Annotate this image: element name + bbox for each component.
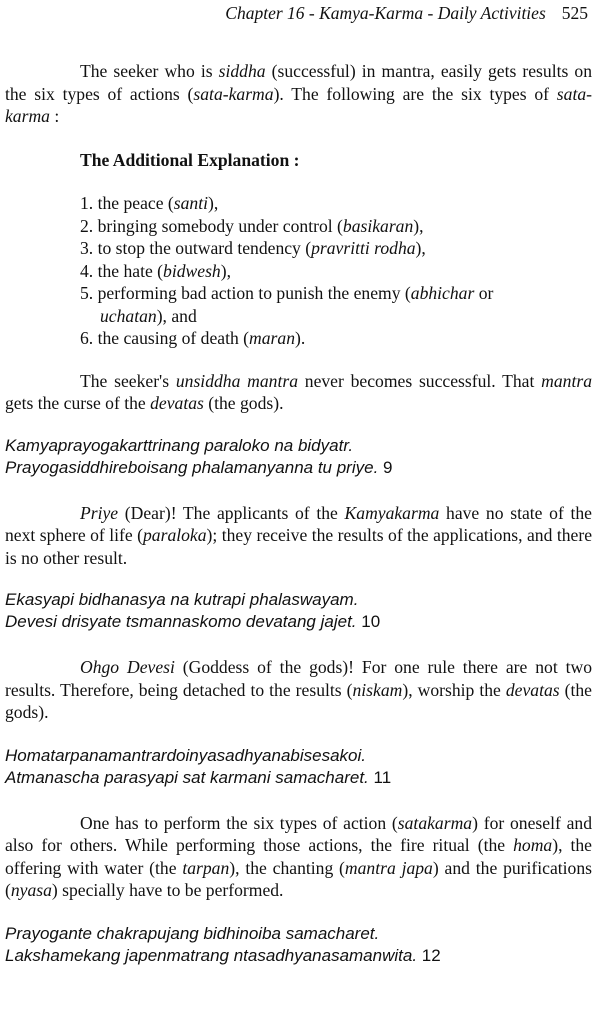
verse-number: 9 xyxy=(378,457,393,477)
six-actions-list xyxy=(5,192,592,350)
paragraph-intro: The seeker who is siddha (successful) in mantra, easily gets results on the six types of actions (sata-karma). The following are the six types of sata-karma : xyxy=(5,61,592,126)
page-body xyxy=(5,60,592,967)
verse-number: 11 xyxy=(368,767,392,787)
verse-11: Homatarpanamantrardoinyasadhyanabisesakoi. Atmanascha parasyapi sat karmani samacharet. 11 xyxy=(5,745,392,787)
paragraph-devesi: Ohgo Devesi (Goddess of the gods)! For one rule there are not two results. Therefore, being detached to the results (niskam), worship the devatas (the gods). xyxy=(5,657,592,722)
verse-number: 12 xyxy=(417,945,441,965)
paragraph-priye: Priye (Dear)! The applicants of the Kamyakarma have no state of the next sphere of life (paraloka); they receive the results of the applications, and there is no other result. xyxy=(5,502,592,568)
verse-10: Ekasyapi bidhanasya na kutrapi phalaswayam. Devesi drisyate tsmannaskomo devatang jajet. 10 xyxy=(5,590,381,631)
running-header xyxy=(225,3,588,24)
list-item: 5. performing bad action to punish the enemy (abhichar or uchatan), and xyxy=(80,283,494,326)
list-item: 3. to stop the outward tendency (pravritti rodha), xyxy=(80,238,426,258)
running-title: Chapter 16 - Kamya-Karma - Daily Activities xyxy=(225,3,546,23)
list-item: 2. bringing somebody under control (basikaran), xyxy=(80,215,424,236)
page-number: 525 xyxy=(561,3,588,23)
paragraph-satakarma: One has to perform the six types of action (satakarma) for oneself and also for others. While performing those actions, the fire ritual (the homa), the offering with water (the tarpan), the chanting (mantra japa) and the purifications (nyasa) specially have to be performed. xyxy=(5,812,592,900)
verse-number: 10 xyxy=(356,612,381,631)
list-item: 6. the causing of death (maran). xyxy=(80,328,306,348)
list-item: 4. the hate (bidwesh), xyxy=(80,260,231,281)
list-item: 1. the peace (santi), xyxy=(80,193,219,213)
paragraph-unsiddha: The seeker's unsiddha mantra never becomes successful. That mantra gets the curse of the devatas (the gods). xyxy=(5,370,592,413)
verse-12: Prayogante chakrapujang bidhinoiba samacharet. Lakshamekang japenmatrang ntasadhyanasamanwita. 12 xyxy=(5,923,441,965)
verse-9: Kamyaprayogakarttrinang paraloko na bidyatr. Prayogasiddhireboisang phalamanyanna tu priye. 9 xyxy=(5,435,393,477)
section-heading: The Additional Explanation : xyxy=(80,149,300,170)
